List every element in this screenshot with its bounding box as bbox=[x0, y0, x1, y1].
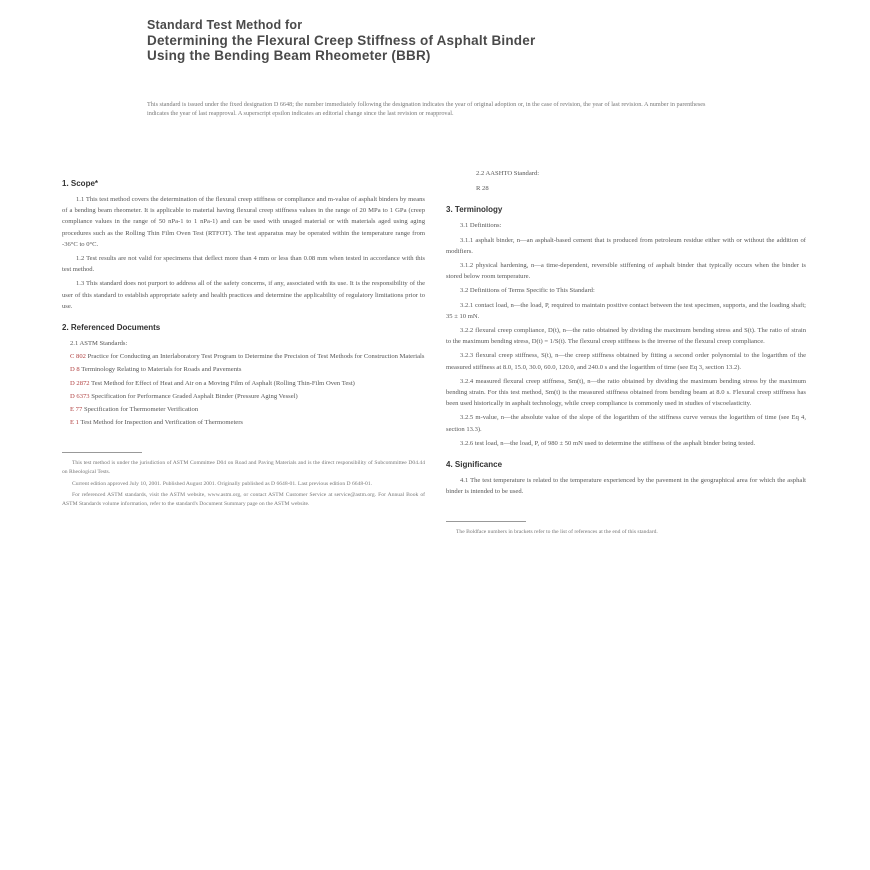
section-heading: 4. Significance bbox=[446, 460, 503, 470]
title-block bbox=[147, 18, 577, 63]
terminology-paragraph: 3.2.4 measured flexural creep stiffness, Sm(t), n—the ratio obtained by dividing the maximum bending stress by the maximum bending strain. For this test method, Sm(t) is the measured stiffness obtained from bending beam at 8.0 s. Flexural creep stiffness has been used historically in asphalt technology, while creep compliance is commonly used in studies of viscoelasticity. bbox=[446, 377, 806, 408]
reference-code[interactable]: E 1 bbox=[70, 419, 79, 427]
right-footnote: The Boldface numbers in brackets refer to the list of references at the end of this standard. bbox=[456, 529, 658, 536]
terminology-paragraph: 3.2.6 test load, n—the load, P, of 980 ± 50 mN used to determine the stiffness of the asphalt binder being tested. bbox=[460, 439, 756, 447]
designation-note: This standard is issued under the fixed designation D 6648; the number immediately following the designation indicates the year of original adoption or, in the case of revision, the year of last revision. A number in parentheses indicates the year of last reapproval. A superscript epsilon indicates an editorial change since the last revision or reapproval. bbox=[147, 101, 706, 117]
terminology-paragraph: 3.2.3 flexural creep stiffness, S(t), n—the creep stiffness obtained by fitting a second order polynomial to the logarithm of the measured stiffness at 8.0, 15.0, 30.0, 60.0, 120.0, and 240.0 s and the logarithm of time (see Eq 3, section 13.2). bbox=[446, 352, 806, 371]
terminology-paragraph: 3.2 Definitions of Terms Specific to This Standard: bbox=[460, 287, 595, 295]
left-column bbox=[62, 168, 425, 511]
reference-title: Terminology Relating to Materials for Roads and Pavements bbox=[81, 366, 242, 374]
reference-item bbox=[62, 404, 425, 415]
reference-code[interactable]: C 802 bbox=[70, 353, 86, 361]
section-scope-heading: 1. Scope* bbox=[62, 179, 99, 188]
reference-title: Test Method for Inspection and Verification of Thermometers bbox=[80, 419, 243, 427]
terminology-paragraph: 3.2.5 m-value, n—the absolute value of the slope of the logarithm of the stiffness curve versus the logarithm of time (see Eq 4, section 13.3). bbox=[446, 414, 806, 433]
right-footnote-divider bbox=[446, 521, 526, 522]
aashto-standard-label: 2.2 AASHTO Standard: bbox=[476, 170, 540, 177]
reference-title: Specification for Performance Graded Asphalt Binder (Pressure Aging Vessel) bbox=[91, 392, 298, 400]
section-references-heading: 2. Referenced Documents bbox=[62, 323, 161, 333]
reference-item bbox=[62, 364, 425, 375]
reference-code[interactable]: D 6373 bbox=[70, 392, 90, 400]
reference-code[interactable]: D 2872 bbox=[70, 379, 90, 387]
reference-code[interactable]: D 8 bbox=[70, 366, 80, 374]
footnote-divider bbox=[62, 452, 142, 453]
scope-paragraph-2: 1.2 Test results are not valid for specimens that deflect more than 4 mm or less than 0.08 mm when tested in accordance with this test method. bbox=[62, 255, 425, 274]
reference-item bbox=[62, 378, 425, 389]
reference-title: Test Method for Effect of Heat and Air on a Moving Film of Asphalt (Rolling Thin-Film Oven Test) bbox=[91, 379, 355, 387]
footnote-2: Current edition approved July 10, 2001. Published August 2001. Originally published as D 6648-01. Last previous edition D 6648-01. bbox=[72, 480, 373, 487]
title-line-3: Using the Bending Beam Rheometer (BBR) bbox=[147, 48, 431, 63]
footnote-3: For referenced ASTM standards, visit the ASTM website, www.astm.org, or contact ASTM Customer Service at service@astm.org. For Annual Book of ASTM Standards volume information, refer to the standard's Document Summary page on the ASTM website. bbox=[62, 492, 425, 507]
aashto-standard-code: R 28 bbox=[476, 185, 489, 193]
right-column bbox=[446, 168, 806, 540]
definitions-subheading: 3.1 Definitions: bbox=[460, 222, 502, 230]
reference-code[interactable]: E 77 bbox=[70, 406, 83, 414]
scope-paragraph-1: 1.1 This test method covers the determination of the flexural creep stiffness or compliance and m-value of asphalt binders by means of a bending beam rheometer. It is applicable to material having flexural creep stiffness values in the range of 20 MPa to 1 GPa (creep compliance values in the range of 50 nPa-1 to 1 nPa-1) and can be used with unaged material or with materials aged using aging procedures such as the Rolling Thin Film Oven Test (RTFOT). The test apparatus may be operated within the temperature range from -36°C to 0°C. bbox=[62, 196, 425, 248]
terminology-paragraph: 3.1.1 asphalt binder, n—an asphalt-based cement that is produced from petroleum residue either with or without the addition of modifiers. bbox=[446, 236, 806, 255]
section-terminology-heading: 3. Terminology bbox=[446, 205, 503, 215]
reference-item bbox=[62, 391, 425, 402]
terminology-paragraph: 3.2.1 contact load, n—the load, P, required to maintain positive contact between the test specimen, supports, and the loading shaft; 35 ± 10 mN. bbox=[446, 301, 806, 320]
reference-item bbox=[62, 417, 425, 428]
references-subheading: 2.1 ASTM Standards: bbox=[70, 340, 128, 348]
reference-list bbox=[62, 351, 425, 428]
terminology-paragraph: 4.1 The test temperature is related to the temperature experienced by the pavement in the geographical area for which the asphalt binder is intended to be used. bbox=[446, 477, 806, 496]
terminology-paragraphs bbox=[446, 235, 806, 498]
footnote-1: This test method is under the jurisdiction of ASTM Committee D04 on Road and Paving Materials and is the direct responsibility of Subcommittee D04.44 on Rheological Tests. bbox=[62, 460, 425, 476]
reference-title: Specification for Thermometer Verification bbox=[83, 406, 199, 414]
terminology-paragraph: 3.1.2 physical hardening, n—a time-dependent, reversible stiffening of asphalt binder that typically occurs when the binder is stored below room temperature. bbox=[446, 262, 806, 281]
scope-paragraph-3: 1.3 This standard does not purport to address all of the safety concerns, if any, associated with its use. It is the responsibility of the user of this standard to establish appropriate safety and health practices and determine the applicability of regulatory limitations prior to use. bbox=[62, 280, 425, 310]
title-line-1: Standard Test Method for bbox=[147, 18, 303, 32]
reference-item bbox=[62, 351, 425, 362]
title-line-2: Determining the Flexural Creep Stiffness of Asphalt Binder bbox=[147, 33, 536, 48]
terminology-paragraph: 3.2.2 flexural creep compliance, D(t), n—the ratio obtained by dividing the maximum bending stress and S(t). The ratio of strain to the maximum bending stress, D(t) = 1/S(t). The flexural creep stiffness is the inverse of the flexural creep compliance. bbox=[446, 327, 806, 346]
reference-title: Practice for Conducting an Interlaboratory Test Program to Determine the Precision of Test Methods for Construction Materials bbox=[87, 353, 425, 361]
